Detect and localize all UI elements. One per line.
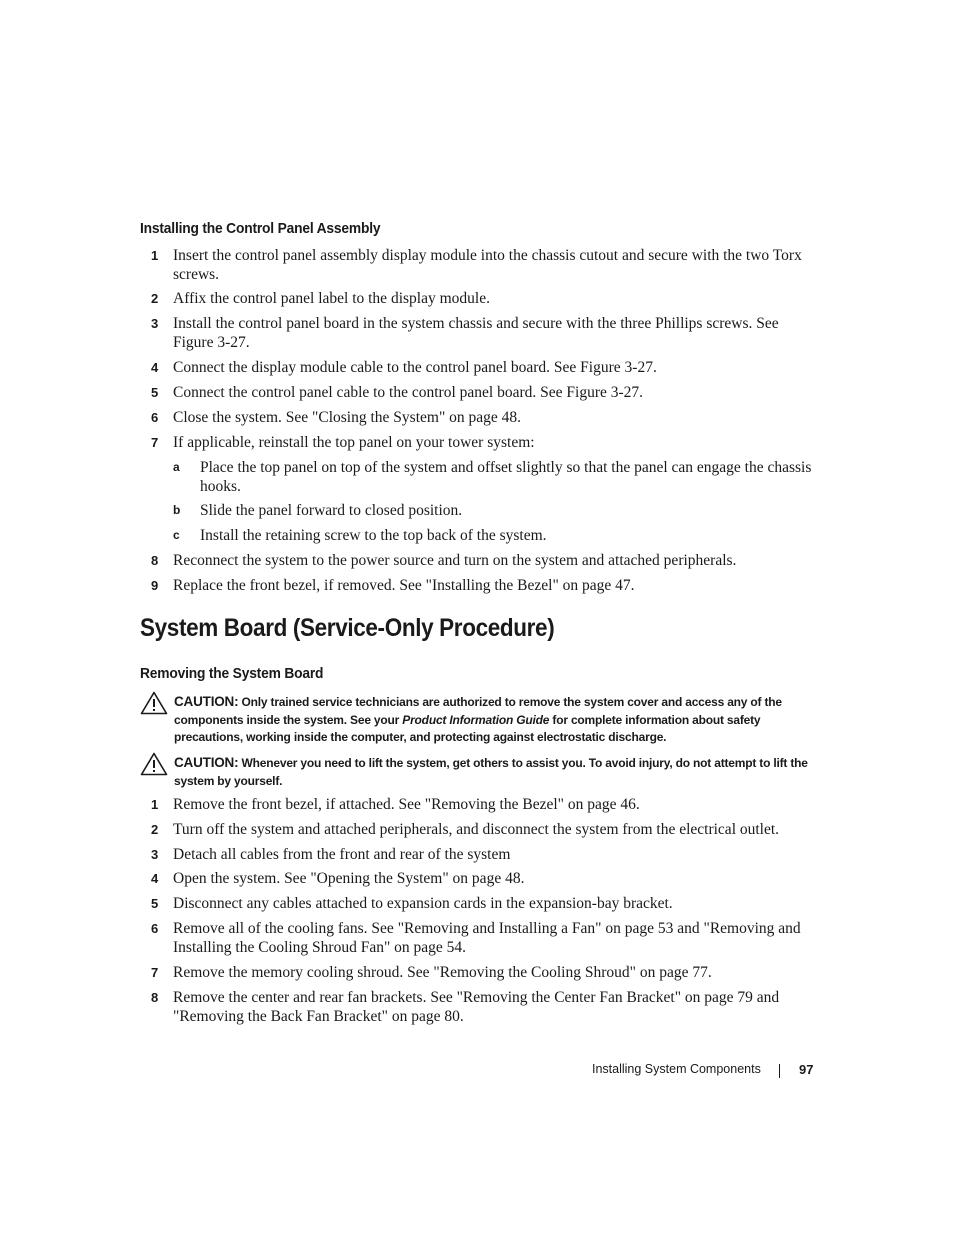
step-number: 6 bbox=[151, 410, 159, 425]
step-number: 7 bbox=[151, 435, 159, 450]
step-text: Replace the front bezel, if removed. See "Installing the Bezel" on page 47. bbox=[173, 577, 635, 594]
step-text: If applicable, reinstall the top panel on your tower system: bbox=[173, 434, 535, 451]
substep-text: Install the retaining screw to the top back of the system. bbox=[200, 527, 547, 544]
step-number: 7 bbox=[151, 965, 159, 980]
section-heading-install-control-panel: Installing the Control Panel Assembly bbox=[140, 220, 381, 237]
section-title-system-board: System Board (Service-Only Procedure) bbox=[140, 614, 555, 642]
step-number: 9 bbox=[151, 578, 159, 593]
step-number: 3 bbox=[151, 316, 159, 331]
step-number: 3 bbox=[151, 847, 159, 862]
step-text: Open the system. See "Opening the System" on page 48. bbox=[173, 870, 525, 887]
substep-letter: b bbox=[173, 503, 181, 517]
substep-letter: a bbox=[173, 460, 180, 474]
caution-text: CAUTION: Whenever you need to lift the system, get others to assist you. To avoid injury, do not attempt to lift the system by yourself. bbox=[174, 755, 808, 788]
step-number: 4 bbox=[151, 360, 159, 375]
step-number: 1 bbox=[151, 797, 159, 812]
step-number: 2 bbox=[151, 291, 159, 306]
product-guide-title: Product Information Guide bbox=[402, 712, 550, 727]
step-number: 2 bbox=[151, 822, 159, 837]
caution-label: CAUTION: bbox=[174, 694, 239, 709]
step-text: Affix the control panel label to the display module. bbox=[173, 290, 490, 307]
step-number: 5 bbox=[151, 385, 159, 400]
step-text: Remove the memory cooling shroud. See "Removing the Cooling Shroud" on page 77. bbox=[173, 964, 712, 981]
substep-letter: c bbox=[173, 528, 180, 542]
caution-triangle-icon bbox=[140, 752, 168, 776]
step-number: 8 bbox=[151, 553, 159, 568]
step-text: Close the system. See "Closing the System" on page 48. bbox=[173, 409, 522, 426]
caution-text: CAUTION: Only trained service technicians are authorized to remove the system cover and access any of the components inside the system. See your Product Information Guide for complete information about safety precautions, working inside the computer, and protecting against electrostatic discharge. bbox=[174, 694, 782, 744]
step-number: 8 bbox=[151, 990, 159, 1005]
step-text: Connect the display module cable to the control panel board. See Figure 3-27. bbox=[173, 359, 657, 376]
caution-label: CAUTION: bbox=[174, 755, 239, 770]
page-number: 97 bbox=[799, 1062, 814, 1077]
step-text: Turn off the system and attached peripherals, and disconnect the system from the electrical outlet. bbox=[173, 821, 780, 838]
step-number: 1 bbox=[151, 248, 159, 263]
step-text: Disconnect any cables attached to expansion cards in the expansion-bay bracket. bbox=[173, 895, 673, 912]
footer-divider bbox=[779, 1064, 780, 1078]
step-text: Reconnect the system to the power source and turn on the system and attached peripherals. bbox=[173, 552, 737, 569]
step-text: Insert the control panel assembly display module into the chassis cutout and secure with the two Torx screws. bbox=[173, 247, 802, 283]
step-text: Remove the center and rear fan brackets. See "Removing the Center Fan Bracket" on page 79 and "Removing the Back Fan Bracket" on page 80. bbox=[173, 989, 780, 1025]
step-text: Connect the control panel cable to the control panel board. See Figure 3-27. bbox=[173, 384, 644, 401]
step-number: 6 bbox=[151, 921, 159, 936]
step-text: Remove all of the cooling fans. See "Removing and Installing a Fan" on page 53 and "Removing and Installing the Cooling Shroud Fan" on page 54. bbox=[173, 920, 801, 956]
substep-text: Place the top panel on top of the system and offset slightly so that the panel can engage the chassis hooks. bbox=[200, 459, 812, 495]
step-text: Detach all cables from the front and rear of the system bbox=[173, 846, 511, 863]
step-number: 4 bbox=[151, 871, 159, 886]
step-text: Remove the front bezel, if attached. See "Removing the Bezel" on page 46. bbox=[173, 796, 640, 813]
footer-chapter-title: Installing System Components bbox=[592, 1062, 761, 1076]
section-heading-removing-system-board: Removing the System Board bbox=[140, 665, 324, 682]
step-text: Install the control panel board in the system chassis and secure with the three Phillips screws. See Figure 3-27. bbox=[173, 315, 779, 351]
step-number: 5 bbox=[151, 896, 159, 911]
caution-triangle-icon bbox=[140, 691, 168, 715]
substep-text: Slide the panel forward to closed position. bbox=[200, 502, 463, 519]
